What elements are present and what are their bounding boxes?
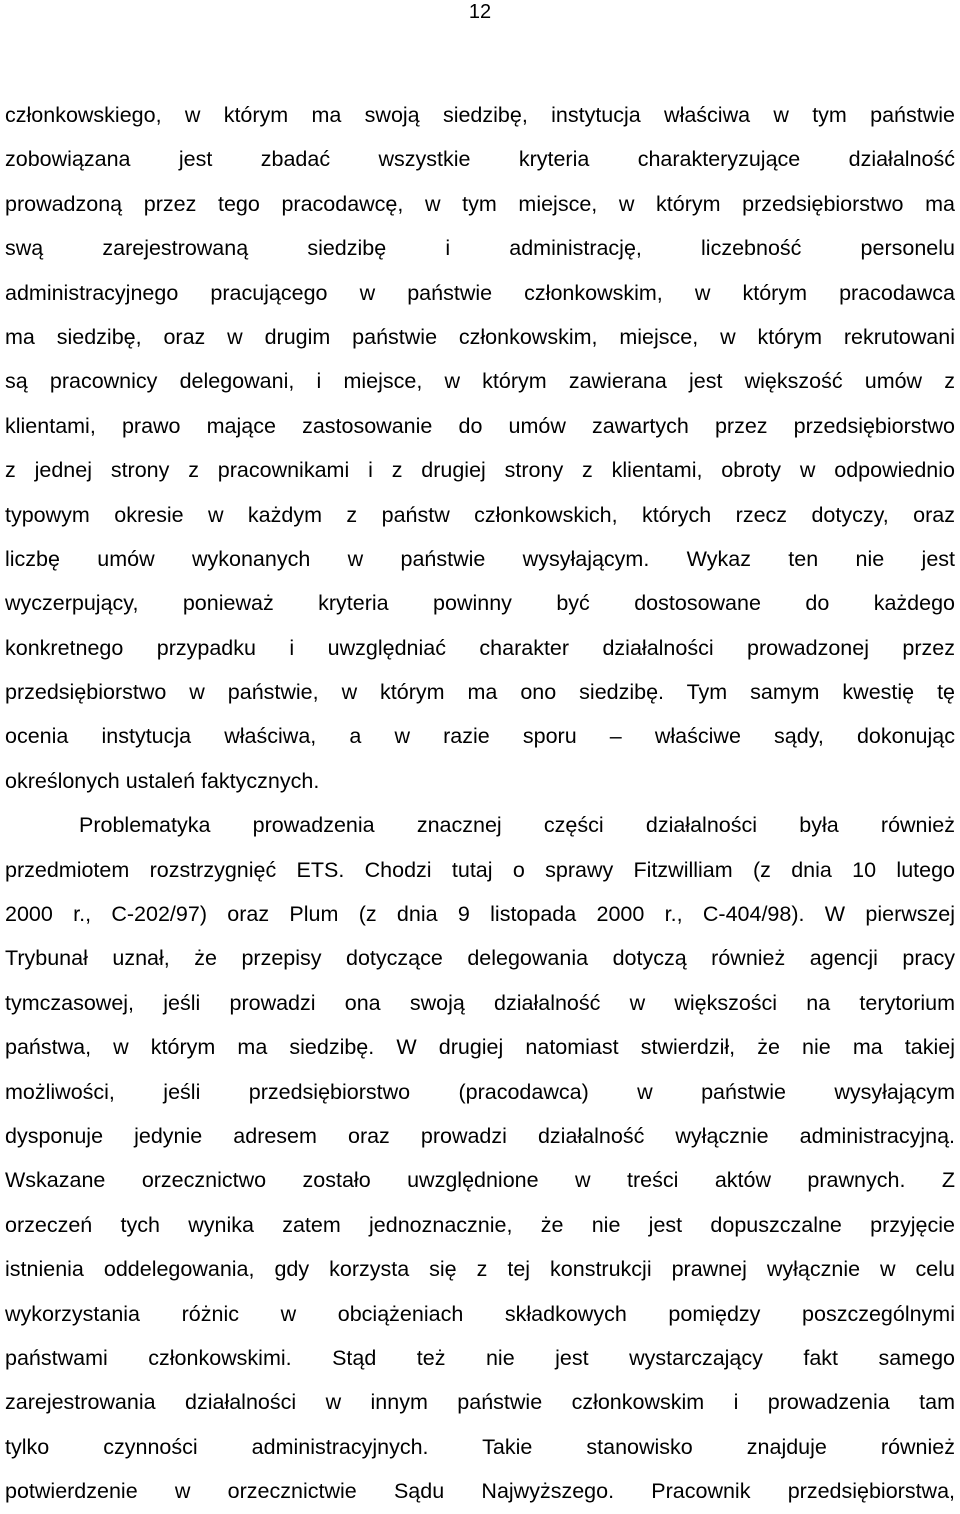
- text-line: dysponuje jedynie adresem oraz prowadzi działalność wyłącznie administracyjną.: [5, 1123, 955, 1148]
- text-line: członkowskiego, w którym ma swoją siedzibę, instytucja właściwa w tym państwie: [5, 103, 955, 127]
- text-line: zarejestrowania działalności w innym państwie członkowskim i prowadzenia tam: [5, 1390, 955, 1415]
- text-line: klientami, prawo mające zastosowanie do umów zawartych przez przedsiębiorstwo: [5, 413, 955, 438]
- text-line: Trybunał uznał, że przepisy dotyczące delegowania dotyczą również agencji pracy: [5, 946, 955, 971]
- text-line: typowym okresie w każdym z państw członkowskich, których rzecz dotyczy, oraz: [5, 502, 955, 527]
- text-line: 2000 r., C-202/97) oraz Plum (z dnia 9 listopada 2000 r., C-404/98). W pierwszej: [5, 902, 955, 927]
- paragraph-1: [5, 93, 955, 803]
- text-line: prowadzoną przez tego pracodawcę, w tym miejsce, w którym przedsiębiorstwo ma: [5, 191, 955, 216]
- text-line: potwierdzenie w orzecznictwie Sądu Najwyższego. Pracownik przedsiębiorstwa,: [5, 1479, 955, 1504]
- text-line: Problematyka prowadzenia znacznej części działalności była również: [79, 813, 955, 838]
- text-line: przedmiotem rozstrzygnięć ETS. Chodzi tutaj o sprawy Fitzwilliam (z dnia 10 lutego: [5, 857, 955, 882]
- text-line: konkretnego przypadku i uwzględniać charakter działalności prowadzonej przez: [5, 635, 955, 660]
- text-line: są pracownicy delegowani, i miejsce, w którym zawierana jest większość umów z: [5, 369, 955, 394]
- text-line: państwami członkowskimi. Stąd też nie jest wystarczający fakt samego: [5, 1345, 955, 1370]
- text-line: przedsiębiorstwo w państwie, w którym ma ono siedzibę. Tym samym kwestię tę: [5, 680, 955, 705]
- text-line: orzeczeń tych wynika zatem jednoznacznie, że nie jest dopuszczalne przyjęcie: [5, 1212, 955, 1237]
- document-body: [5, 93, 955, 1514]
- text-line: ma siedzibę, oraz w drugim państwie członkowskim, miejsce, w którym rekrutowani: [5, 324, 955, 349]
- text-line: Wskazane orzecznictwo zostało uwzględnione w treści aktów prawnych. Z: [5, 1168, 955, 1193]
- text-line: administracyjnego pracującego w państwie członkowskim, w którym pracodawca: [5, 280, 955, 305]
- text-line: wyczerpujący, ponieważ kryteria powinny być dostosowane do każdego: [5, 591, 955, 616]
- text-line: możliwości, jeśli przedsiębiorstwo (pracodawca) w państwie wysyłającym: [5, 1079, 955, 1104]
- text-line: tylko czynności administracyjnych. Takie stanowisko znajduje również: [5, 1434, 955, 1459]
- text-line: tymczasowej, jeśli prowadzi ona swoją działalność w większości na terytorium: [5, 990, 955, 1015]
- text-line: zobowiązana jest zbadać wszystkie kryteria charakteryzujące działalność: [5, 147, 955, 172]
- text-line: określonych ustaleń faktycznych.: [5, 768, 320, 793]
- page-number: 12: [468, 1, 492, 23]
- text-line: istnienia oddelegowania, gdy korzysta się z tej konstrukcji prawnej wyłącznie w celu: [5, 1257, 955, 1282]
- text-line: ocenia instytucja właściwa, a w razie sporu – właściwe sądy, dokonując: [5, 724, 955, 749]
- text-line: z jednej strony z pracownikami i z drugiej strony z klientami, obroty w odpowiednio: [5, 458, 955, 483]
- text-line: liczbę umów wykonanych w państwie wysyłającym. Wykaz ten nie jest: [5, 546, 955, 571]
- text-line: wykorzystania różnic w obciążeniach składkowych pomiędzy poszczególnymi: [5, 1301, 955, 1326]
- text-line: państwa, w którym ma siedzibę. W drugiej natomiast stwierdził, że nie ma takiej: [5, 1035, 955, 1060]
- text-line: swą zarejestrowaną siedzibę i administrację, liczebność personelu: [5, 236, 955, 261]
- paragraph-2: [5, 803, 955, 1513]
